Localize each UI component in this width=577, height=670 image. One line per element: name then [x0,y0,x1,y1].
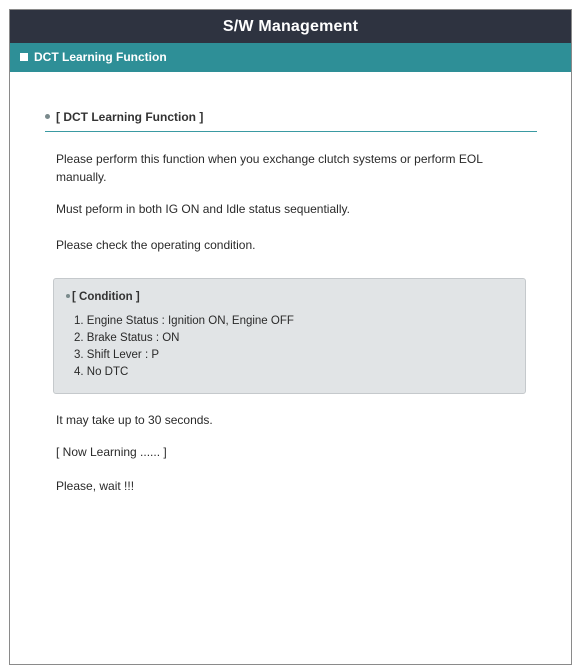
condition-item: 3. Shift Lever : P [74,349,160,361]
duration-note: It may take up to 30 seconds. [56,413,213,427]
condition-item: 2. Brake Status : ON [74,332,180,344]
bullet-dot-icon [45,114,50,119]
condition-item: 4. No DTC [74,366,129,378]
square-bullet-icon [20,53,28,61]
section-heading-label: [ DCT Learning Function ] [56,110,204,124]
section-heading [45,110,537,132]
dialog-window [9,9,572,665]
sequence-note: Must peform in both IG ON and Idle status sequentially. [56,202,350,216]
condition-list [74,313,294,381]
exchange-note: Please perform this function when you exchange clutch systems or perform EOL manually. [56,152,483,184]
condition-title [66,291,140,303]
condition-box [53,278,526,394]
wait-message: Please, wait !!! [56,479,135,493]
function-header-bar [10,43,571,72]
window-title: S/W Management [10,10,571,43]
condition-item: 1. Engine Status : Ignition ON, Engine OFF [74,315,294,327]
function-header-label: DCT Learning Function [34,50,167,64]
condition-title-label: [ Condition ] [72,291,140,303]
bullet-dot-icon [66,294,70,298]
check-note: Please check the operating condition. [56,238,256,252]
learning-status: [ Now Learning ...... ] [56,445,167,459]
